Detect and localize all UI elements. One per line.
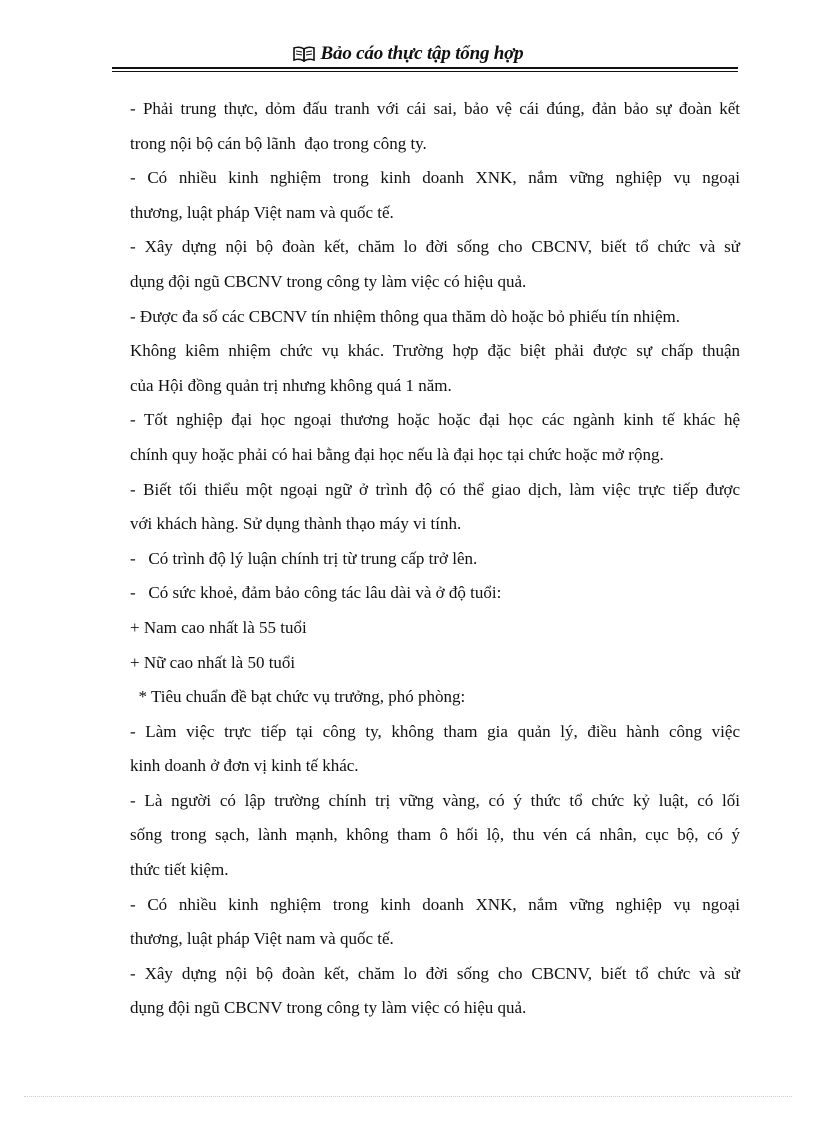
text-line: chính quy hoặc phải có hai bằng đại học nếu là đại học tại chức hoặc mở rộng. <box>130 444 664 464</box>
footer-divider <box>24 1096 792 1097</box>
text-line: của Hội đồng quản trị nhưng không quá 1 năm. <box>130 375 452 395</box>
text-line: + Nữ cao nhất là 50 tuổi <box>130 652 296 672</box>
text-line: trong nội bộ cán bộ lãnh đạo trong công ty. <box>130 133 427 153</box>
text-line: * Tiêu chuẩn đề bạt chức vụ trưởng, phó phòng: <box>130 687 466 707</box>
text-line: Không kiêm nhiệm chức vụ khác. Trường hợp đặc biệt phải được sự chấp thuận <box>130 341 740 361</box>
page-header <box>0 38 816 70</box>
text-line: - Có nhiều kinh nghiệm trong kinh doanh XNK, nắm vững nghiệp vụ ngoại <box>130 894 740 914</box>
text-line: dụng đội ngũ CBCNV trong công ty làm việc có hiệu quả. <box>130 271 527 291</box>
text-line: - Xây dựng nội bộ đoàn kết, chăm lo đời sống cho CBCNV, biết tổ chức và sử <box>130 963 740 983</box>
text-line: dụng đội ngũ CBCNV trong công ty làm việc có hiệu quả. <box>130 998 527 1018</box>
text-line: thương, luật pháp Việt nam và quốc tế. <box>130 202 394 222</box>
header-rule-thin <box>112 71 738 72</box>
document-body <box>130 92 740 1026</box>
open-book-icon <box>293 46 315 62</box>
text-line: sống trong sạch, lành mạnh, không tham ô hối lộ, thu vén cá nhân, cục bộ, có ý <box>130 825 740 845</box>
text-line: thương, luật pháp Việt nam và quốc tế. <box>130 929 394 949</box>
header-title <box>293 43 524 65</box>
text-line: - Tốt nghiệp đại học ngoại thương hoặc hoặc đại học các ngành kinh tế khác hệ <box>130 410 740 430</box>
text-line: + Nam cao nhất là 55 tuổi <box>130 617 307 637</box>
header-rule-thick <box>112 67 738 69</box>
text-line: - Làm việc trực tiếp tại công ty, không tham gia quản lý, điều hành công việc <box>130 721 740 741</box>
text-line: - Xây dựng nội bộ đoàn kết, chăm lo đời sống cho CBCNV, biết tổ chức và sử <box>130 237 740 257</box>
text-line: thức tiết kiệm. <box>130 860 229 880</box>
text-line: - Được đa số các CBCNV tín nhiệm thông qua thăm dò hoặc bỏ phiếu tín nhiệm. <box>130 306 680 326</box>
text-line: - Phải trung thực, dỏm đấu tranh với cái sai, bảo vệ cái đúng, đản bảo sự đoàn kết <box>130 99 740 118</box>
text-line: - Có nhiều kinh nghiệm trong kinh doanh XNK, nắm vững nghiệp vụ ngoại <box>130 168 740 188</box>
text-line: - Là người có lập trường chính trị vững vàng, có ý thức tổ chức kỷ luật, có lối <box>130 790 740 810</box>
text-line: - Có sức khoẻ, đảm bảo công tác lâu dài và ở độ tuổi: <box>130 583 502 603</box>
text-line: với khách hàng. Sử dụng thành thạo máy vi tính. <box>130 514 462 534</box>
header-title-text: Bảo cáo thực tập tổng hợp <box>320 43 524 64</box>
text-line: - Có trình độ lý luận chính trị từ trung cấp trở lên. <box>130 548 478 568</box>
text-line: kinh doanh ở đơn vị kinh tế khác. <box>130 756 359 776</box>
text-line: - Biết tối thiểu một ngoại ngữ ở trình độ có thể giao dịch, làm việc trực tiếp được <box>130 479 740 499</box>
